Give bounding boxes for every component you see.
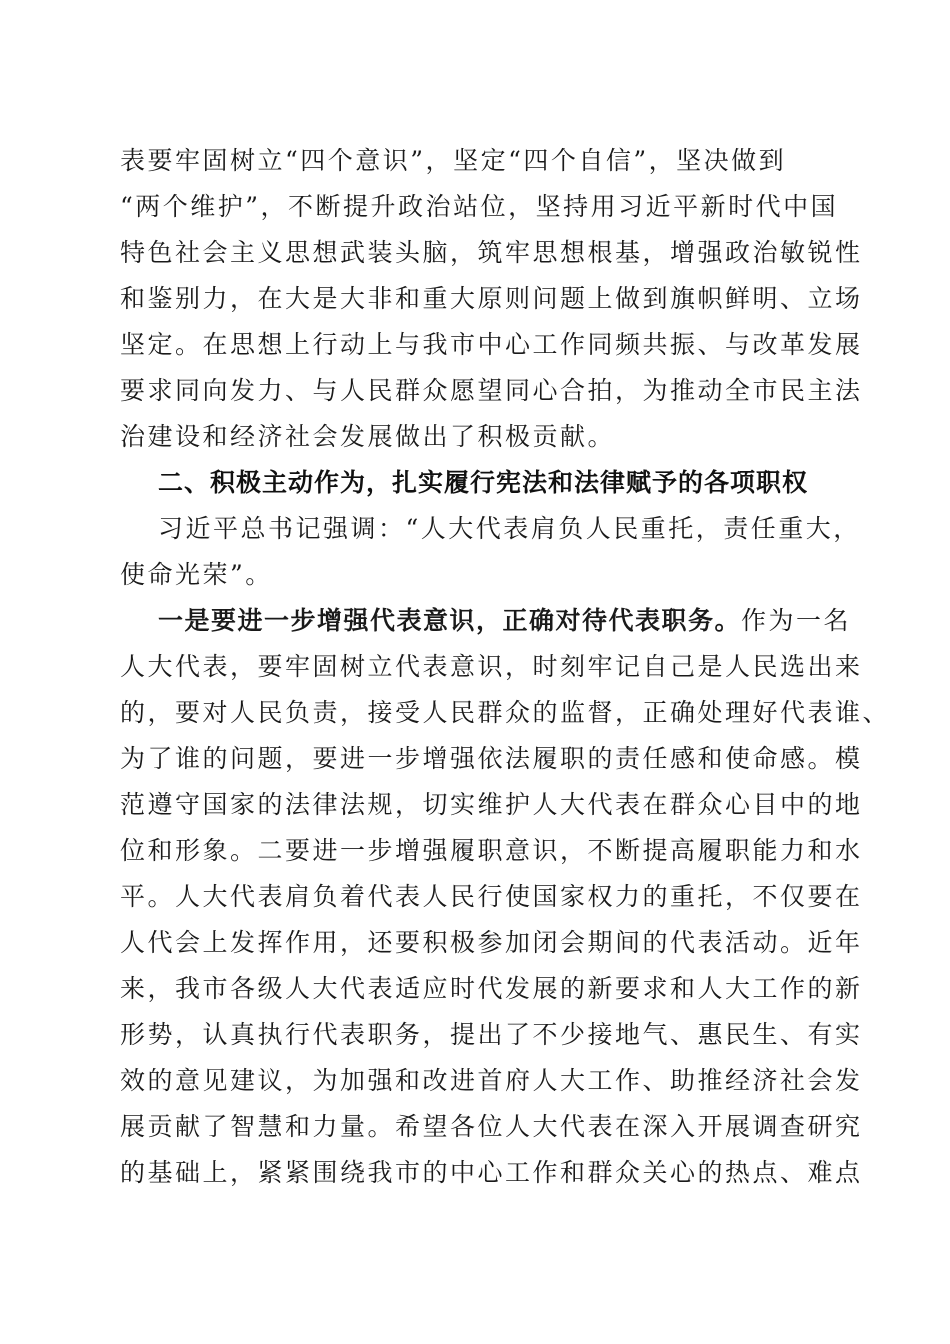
section-heading: 二、积极主动作为，扎实履行宪法和法律赋予的各项职权 — [158, 468, 809, 497]
text-line: 平。人大代表肩负着代表人民行使国家权力的重托，不仅要在 — [120, 882, 863, 911]
text-line: 展贡献了智慧和力量。希望各位人大代表在深入开展调查研究 — [120, 1112, 863, 1141]
text-line: 人代会上发挥作用，还要积极参加闭会期间的代表活动。近年 — [120, 928, 863, 957]
text-line: 治建设和经济社会发展做出了积极贡献。 — [120, 422, 616, 451]
text-line: 使命光荣”。 — [120, 560, 273, 589]
text-line: 特色社会主义思想武装头脑，筑牢思想根基，增强政治敏锐性 — [120, 238, 863, 267]
bold-lead: 一是要进一步增强代表意识，正确对待代表职务。 — [158, 606, 742, 635]
text-line — [158, 603, 878, 639]
text-line: “两个维护”，不断提升政治站位，坚持用习近平新时代中国 — [120, 192, 839, 221]
text-line: 的基础上，紧紧围绕我市的中心工作和群众关心的热点、难点 — [120, 1158, 863, 1187]
text-line: 形势，认真执行代表职务，提出了不少接地气、惠民生、有实 — [120, 1020, 863, 1049]
text-line: 位和形象。二要进一步增强履职意识，不断提高履职能力和水 — [120, 836, 863, 865]
text-line: 来，我市各级人大代表适应时代发展的新要求和人大工作的新 — [120, 974, 863, 1003]
text-line: 的，要对人民负责，接受人民群众的监督，正确处理好代表谁、 — [120, 698, 891, 727]
text-line: 表要牢固树立“四个意识”，坚定“四个自信”，坚决做到 — [120, 146, 787, 175]
text-line: 要求同向发力、与人民群众愿望同心合拍，为推动全市民主法 — [120, 376, 863, 405]
text-line: 人大代表，要牢固树立代表意识，时刻牢记自己是人民选出来 — [120, 652, 863, 681]
text-line: 效的意见建议，为加强和改进首府人大工作、助推经济社会发 — [120, 1066, 863, 1095]
text-line: 习近平总书记强调：“人大代表肩负人民重托，责任重大， — [158, 514, 861, 543]
text-segment: 作为一名 — [741, 606, 852, 635]
text-line: 和鉴别力，在大是大非和重大原则问题上做到旗帜鲜明、立场 — [120, 284, 863, 313]
text-line: 范遵守国家的法律法规，切实维护人大代表在群众心目中的地 — [120, 790, 863, 819]
text-line: 为了谁的问题，要进一步增强依法履职的责任感和使命感。模 — [120, 744, 863, 773]
text-line: 坚定。在思想上行动上与我市中心工作同频共振、与改革发展 — [120, 330, 863, 359]
